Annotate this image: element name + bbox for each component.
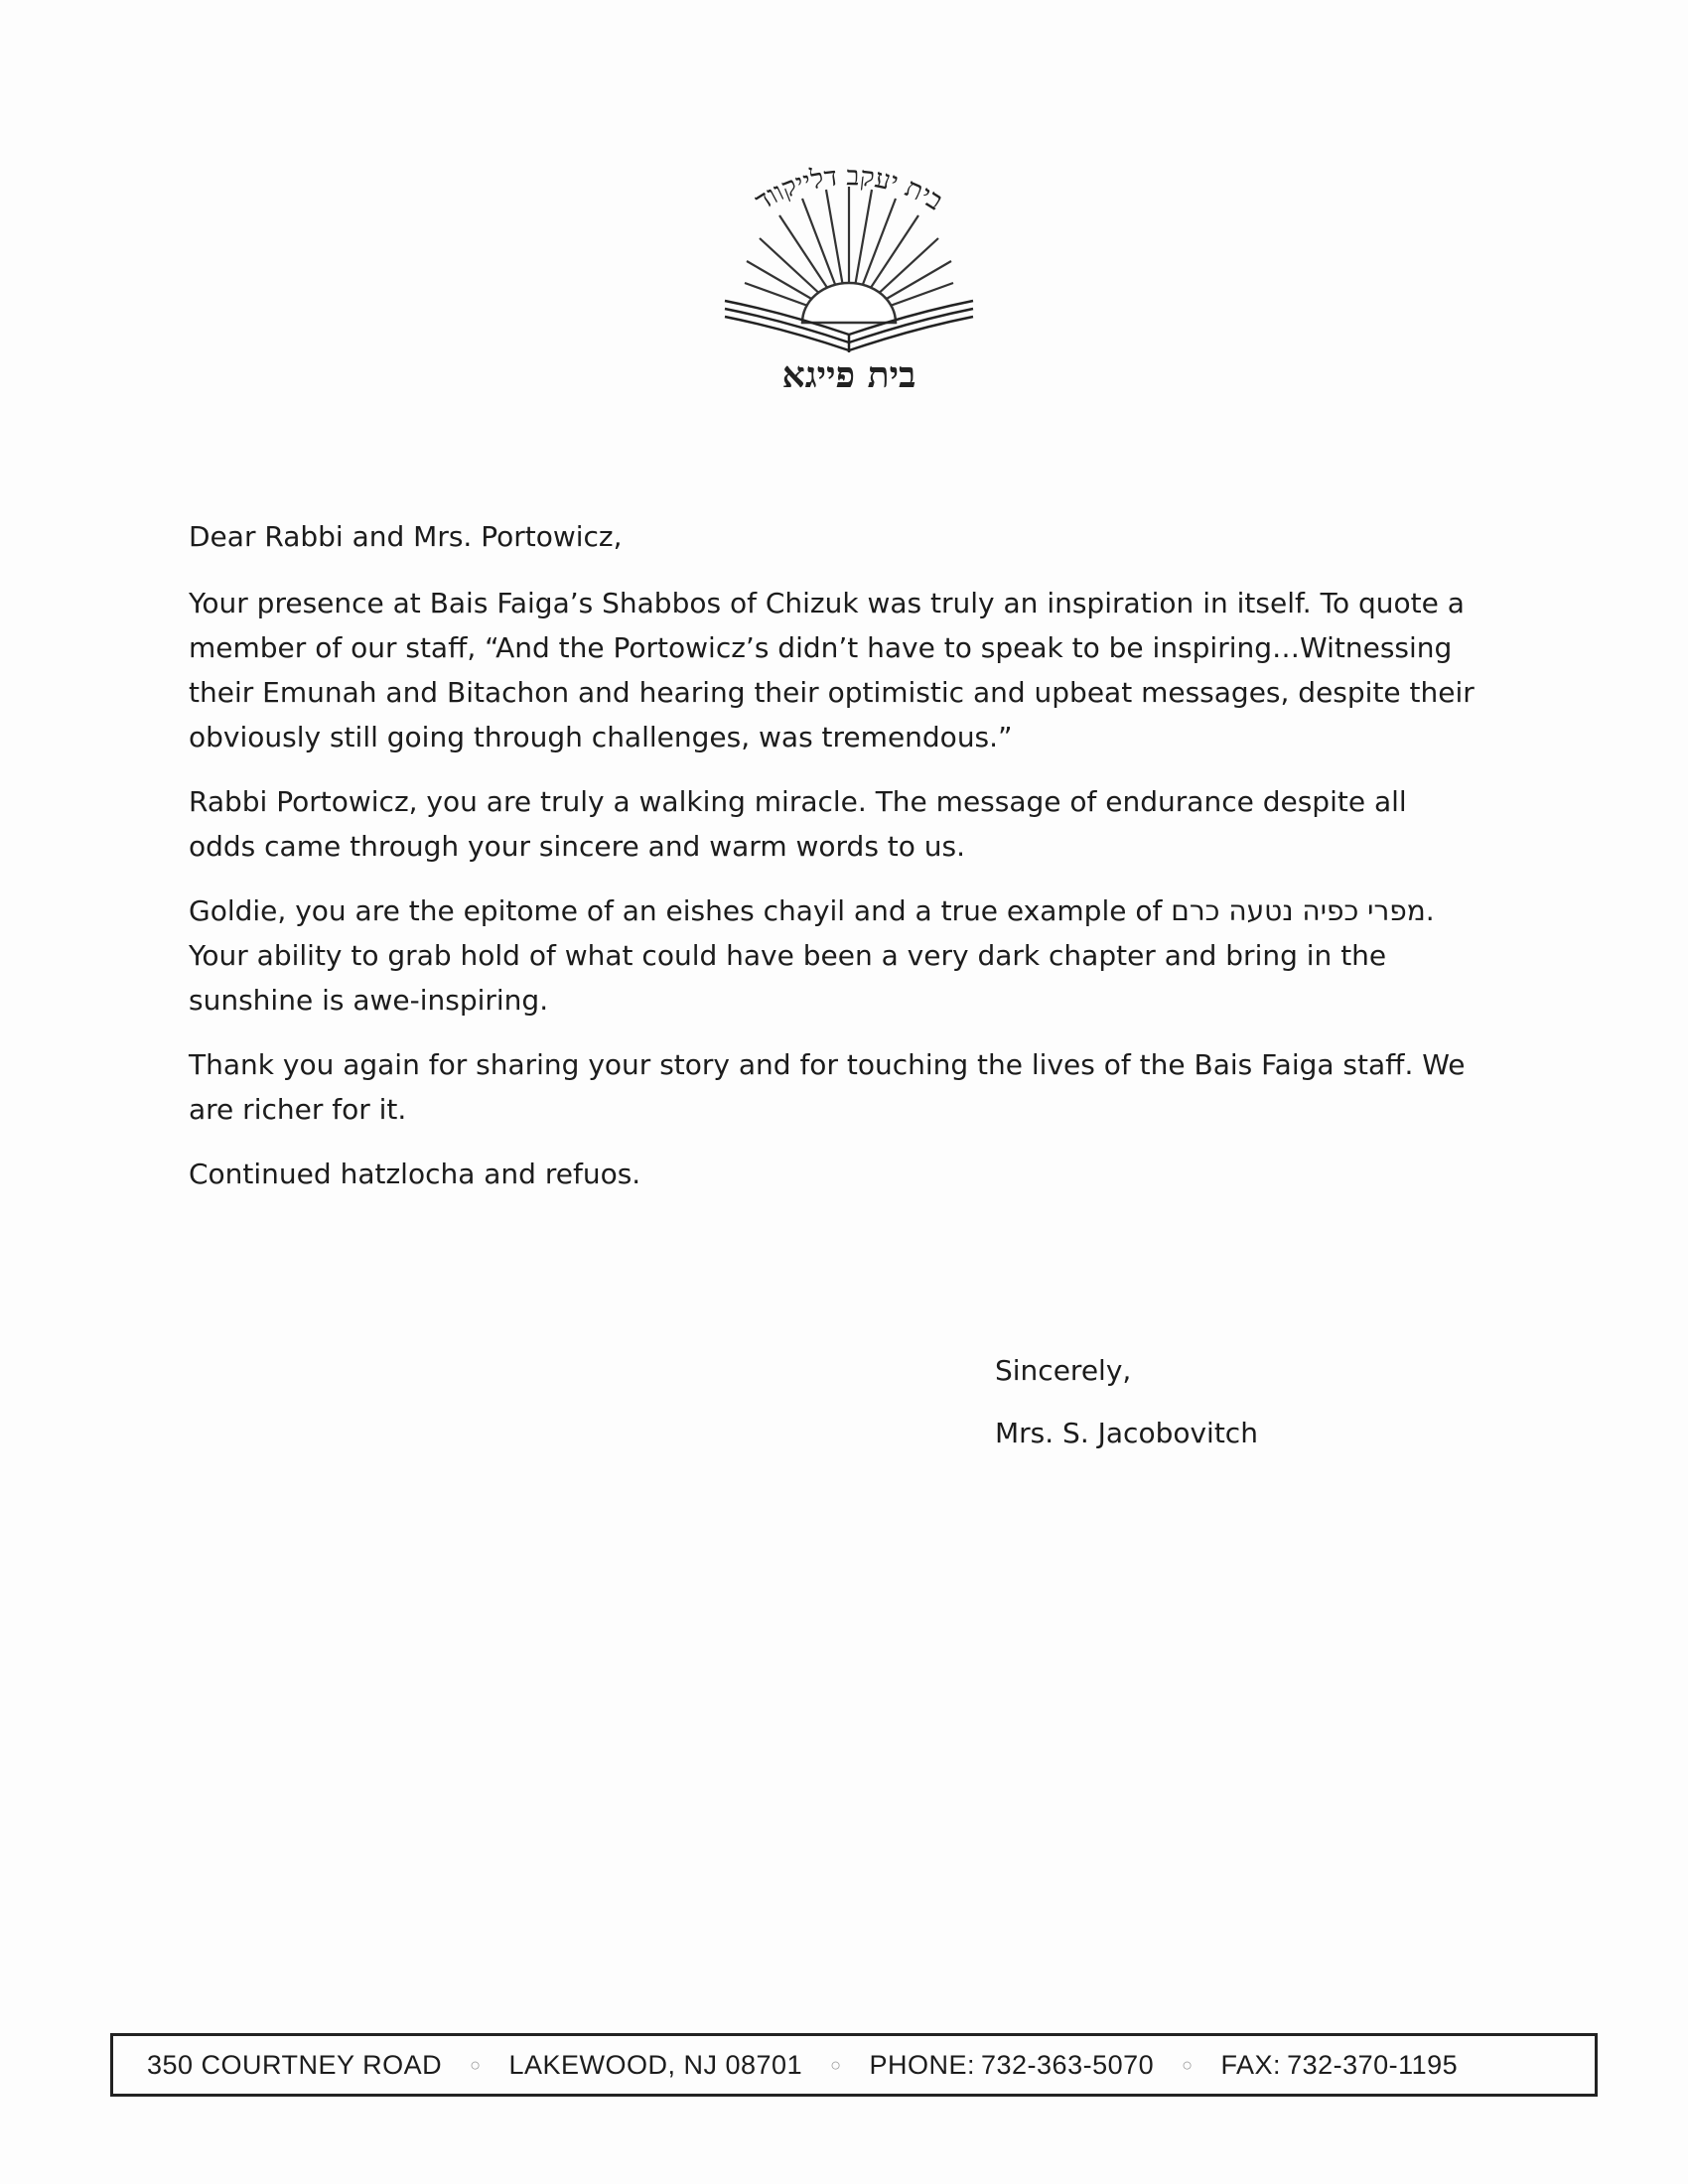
valediction: Sincerely, <box>995 1354 1132 1387</box>
logo-arc-text: בית יעקב דלייקווד <box>749 161 949 217</box>
paragraph-goldie-start: Goldie, you are the epitome of an eishes chayil and a true example of <box>189 894 1172 927</box>
paragraph-goldie <box>189 888 1479 1023</box>
sunrise-book-logo-icon <box>685 144 1013 407</box>
closing-block <box>995 1348 1258 1455</box>
footer-address: 350 COURTNEY ROAD <box>147 2049 443 2080</box>
separator-circle-icon: ○ <box>1182 2054 1194 2075</box>
footer-city: LAKEWOOD, NJ 08701 <box>508 2049 803 2080</box>
paragraph-goldie-end: . Your ability to grab hold of what could have been a very dark chapter and bring in the sunshine is awe-inspiring. <box>189 894 1435 1017</box>
signature: Mrs. S. Jacobovitch <box>995 1417 1258 1449</box>
paragraph-wishes: Continued hatzlocha and refuos. <box>189 1158 641 1190</box>
paragraph-presence: Your presence at Bais Faiga’s Shabbos of Chizuk was truly an inspiration in itself. To quote a member of our staff, “And the Portowicz’s didn’t have to speak to be inspiring…Witnessing their Emunah and Bitachon and hearing their optimistic and upbeat messages, despite their obviously still going through challenges, was tremendous.” <box>189 587 1475 753</box>
separator-circle-icon: ○ <box>470 2054 482 2075</box>
paragraph-miracle: Rabbi Portowicz, you are truly a walking miracle. The message of endurance despite all odds came through your sincere and warm words to us. <box>189 785 1407 863</box>
footer-fax-label: FAX: <box>1220 2049 1282 2080</box>
hebrew-quote: מפרי כפיה נטעה כרם <box>1171 894 1426 927</box>
footer-phone-label: PHONE: <box>869 2049 975 2080</box>
logo-name-text: בית פייגא <box>781 354 916 396</box>
letter-body <box>189 514 1479 1216</box>
footer-contact-box <box>110 2033 1598 2097</box>
greeting: Dear Rabbi and Mrs. Portowicz, <box>189 520 623 553</box>
footer-phone: 732-363-5070 <box>981 2049 1155 2080</box>
footer-fax: 732-370-1195 <box>1287 2049 1459 2080</box>
paragraph-thanks: Thank you again for sharing your story and for touching the lives of the Bais Faiga staff. We are richer for it. <box>189 1048 1466 1126</box>
school-logo <box>685 144 1013 407</box>
separator-circle-icon: ○ <box>830 2054 842 2075</box>
